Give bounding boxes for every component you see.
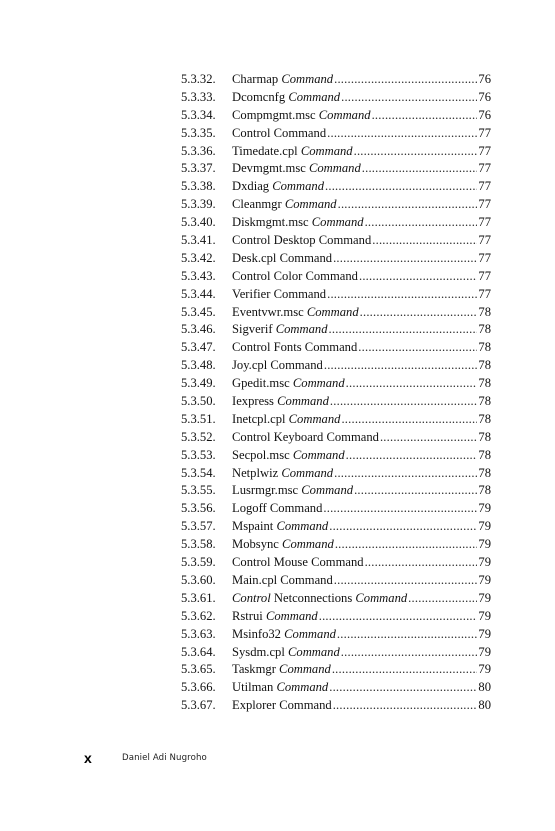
toc-dot-leader (319, 608, 478, 626)
toc-dot-leader (334, 572, 478, 590)
toc-entry-command: Command (301, 483, 354, 498)
toc-entry[interactable] (181, 697, 491, 715)
toc-entry-number: 5.3.61. (181, 590, 216, 605)
toc-entry-page: 78 (478, 411, 491, 426)
toc-entry-number: 5.3.62. (181, 608, 216, 623)
toc-entry-number: 5.3.65. (181, 662, 216, 677)
toc-entry-title (232, 429, 379, 447)
toc-entry[interactable] (181, 482, 491, 500)
toc-entry-page: 79 (478, 590, 491, 605)
toc-entry-title (232, 339, 357, 357)
toc-entry-page: 78 (478, 376, 491, 391)
toc-entry-command: Command (308, 161, 361, 176)
toc-entry-number: 5.3.43. (181, 268, 216, 283)
toc-entry[interactable] (181, 286, 491, 304)
toc-entry-command: Command (279, 250, 333, 265)
toc-entry[interactable] (181, 626, 491, 644)
toc-entry-page: 76 (478, 107, 491, 122)
toc-entry[interactable] (181, 447, 491, 465)
toc-entry-number: 5.3.51. (181, 411, 216, 426)
toc-entry-number: 5.3.63. (181, 626, 216, 641)
toc-entry[interactable] (181, 214, 491, 232)
toc-entry-title (232, 232, 371, 250)
toc-entry-title (232, 679, 328, 697)
toc-entry-page: 79 (478, 644, 491, 659)
toc-entry-command: Command (276, 680, 329, 695)
toc-entry-number: 5.3.45. (181, 304, 216, 319)
toc-entry[interactable] (181, 465, 491, 483)
toc-entry-title (232, 286, 326, 304)
toc-entry-command: Command (306, 304, 359, 319)
toc-dot-leader (327, 286, 477, 304)
toc-entry-name: Devmgmt.msc (232, 161, 306, 176)
toc-entry-page: 77 (478, 268, 491, 283)
toc-entry[interactable] (181, 71, 491, 89)
toc-entry-number: 5.3.55. (181, 483, 216, 498)
toc-entry-name: Verifier (232, 286, 271, 301)
toc-entry-title (232, 304, 359, 322)
toc-entry-title (232, 536, 334, 554)
toc-entry-page: 78 (478, 322, 491, 337)
toc-entry-page: 77 (478, 161, 491, 176)
toc-dot-leader (346, 447, 478, 465)
toc-entry-page: 78 (478, 447, 491, 462)
toc-entry-name: Inetcpl.cpl (232, 411, 286, 426)
toc-entry[interactable] (181, 608, 491, 626)
footer-author: Daniel Adi Nugroho (122, 753, 207, 763)
toc-entry-name: Mspaint (232, 519, 274, 534)
toc-entry-name: Timedate.cpl (232, 143, 298, 158)
toc-entry-page: 80 (478, 680, 491, 695)
toc-entry-name: Sigverif (232, 322, 273, 337)
toc-entry-title (232, 644, 340, 662)
toc-entry-name: Charmap (232, 72, 279, 86)
toc-entry-name: Diskmgmt.msc (232, 215, 309, 230)
toc-entry-page: 78 (478, 483, 491, 498)
footer-page-number: x (84, 750, 92, 766)
toc-entry-name: Desk.cpl (232, 250, 277, 265)
toc-entry-number: 5.3.60. (181, 572, 216, 587)
toc-entry-page: 79 (478, 555, 491, 570)
toc-entry-name: Main.cpl (232, 572, 278, 587)
toc-entry[interactable] (181, 268, 491, 286)
toc-entry-command: Command (279, 698, 332, 713)
toc-dot-leader (324, 357, 478, 375)
toc-dot-leader (337, 626, 477, 644)
toc-entry-title (232, 214, 364, 232)
toc-entry-name: Iexpress (232, 394, 274, 409)
toc-dot-leader (330, 393, 478, 411)
toc-entry-command: Command (280, 572, 333, 587)
toc-entry-number: 5.3.53. (181, 447, 216, 462)
toc-entry-name: Secpol.msc (232, 447, 290, 462)
toc-entry-command: Command (281, 465, 334, 480)
toc-entry-page: 78 (478, 304, 491, 319)
toc-dot-leader (346, 375, 478, 393)
toc-entry[interactable] (181, 196, 491, 214)
toc-entry[interactable] (181, 679, 491, 697)
toc-entry-command: Command (273, 125, 327, 140)
toc-entry-command: Command (300, 143, 353, 158)
toc-entry[interactable] (181, 572, 491, 590)
toc-entry-number: 5.3.50. (181, 394, 216, 409)
toc-entry[interactable] (181, 321, 491, 339)
toc-entry-command: Command (272, 179, 325, 194)
toc-entry[interactable] (181, 393, 491, 411)
toc-entry-name: Taskmgr (232, 662, 276, 677)
toc-entry-title (232, 375, 345, 393)
toc-entry-name: Lusrmgr.msc (232, 483, 299, 498)
toc-entry-name: Control Desktop (232, 233, 316, 248)
toc-dot-leader (329, 518, 477, 536)
toc-entry-command: Command (311, 555, 364, 570)
toc-entry-title (232, 393, 329, 411)
toc-entry-page: 78 (478, 340, 491, 355)
toc-entry-number: 5.3.41. (181, 233, 216, 248)
toc-entry-command: Command (288, 644, 340, 659)
toc-entry-number: 5.3.44. (181, 286, 216, 301)
toc-entry-command: Command (273, 286, 327, 301)
toc-entry-title (232, 178, 324, 196)
toc-entry-name: Compmgmt.msc (232, 107, 316, 122)
toc-entry-number: 5.3.66. (181, 680, 216, 695)
toc-entry-command: Command (292, 447, 345, 462)
toc-entry-page: 77 (478, 179, 491, 194)
toc-entry-page: 78 (478, 429, 491, 444)
toc-entry[interactable] (181, 89, 491, 107)
toc-dot-leader (329, 321, 478, 339)
toc-entry-command: Command (270, 358, 323, 373)
toc-entry[interactable] (181, 339, 491, 357)
toc-entry-page: 78 (478, 358, 491, 373)
toc-entry-title (232, 626, 336, 644)
toc-entry-title (232, 411, 340, 429)
toc-dot-leader (323, 500, 477, 518)
toc-entry-title (232, 357, 323, 375)
toc-entry-command: Command (288, 89, 341, 104)
toc-entry-command: Command (282, 537, 334, 552)
toc-entry-title (232, 125, 326, 143)
page-footer (84, 750, 207, 766)
toc-entry-title (232, 321, 328, 339)
toc-entry-title (232, 107, 371, 125)
toc-entry[interactable] (181, 304, 491, 322)
toc-entry-command: Command (318, 233, 372, 248)
toc-entry-page: 77 (478, 215, 491, 230)
toc-entry-command: Command (276, 519, 329, 534)
toc-entry-name: Msinfo32 (232, 626, 281, 641)
toc-entry-name: Rstrui (232, 608, 263, 623)
toc-dot-leader (380, 429, 477, 447)
toc-entry[interactable] (181, 500, 491, 518)
toc-entry-page: 80 (478, 698, 491, 713)
toc-entry-name: Dxdiag (232, 179, 270, 194)
toc-entry-title (232, 482, 353, 500)
toc-entry-title (232, 143, 353, 161)
toc-entry-title (232, 572, 333, 590)
toc-entry-title (232, 250, 332, 268)
toc-entry-page: 77 (478, 143, 491, 158)
toc-entry-page: 78 (478, 465, 491, 480)
toc-entry-command: Command (284, 197, 337, 212)
toc-dot-leader (325, 178, 477, 196)
toc-entry-command: Command (281, 72, 334, 86)
toc-entry-number: 5.3.32. (181, 72, 216, 86)
toc-entry-command: Command (304, 340, 358, 355)
toc-entry-name: Utilman (232, 680, 274, 695)
toc-entry[interactable] (181, 644, 491, 662)
toc-entry-page: 79 (478, 626, 491, 641)
toc-entry-number: 5.3.35. (181, 125, 216, 140)
toc-entry-name-part: Netconnections (273, 590, 353, 605)
toc-entry[interactable] (181, 429, 491, 447)
toc-entry-number: 5.3.47. (181, 340, 216, 355)
toc-dot-leader (358, 339, 477, 357)
toc-entry-number: 5.3.54. (181, 465, 216, 480)
toc-entry-number: 5.3.67. (181, 698, 216, 713)
toc-entry-number: 5.3.59. (181, 555, 216, 570)
toc-dot-leader (372, 107, 478, 125)
toc-entry-title (232, 697, 332, 715)
toc-entry-number: 5.3.37. (181, 161, 216, 176)
toc-entry-number: 5.3.64. (181, 644, 216, 659)
toc-entry-title (232, 71, 333, 89)
toc-entry-title (232, 196, 337, 214)
toc-entry-page: 77 (478, 286, 491, 301)
toc-entry-title (232, 518, 328, 536)
toc-entry[interactable] (181, 143, 491, 161)
toc-entry-title (232, 590, 407, 608)
toc-dot-leader (332, 661, 478, 679)
toc-entry-page: 79 (478, 572, 491, 587)
toc-entry-name: Gpedit.msc (232, 376, 290, 391)
toc-entry[interactable] (181, 125, 491, 143)
toc-entry[interactable] (181, 590, 491, 608)
toc-dot-leader (338, 196, 478, 214)
toc-entry-page: 77 (478, 125, 491, 140)
toc-entry-page: 79 (478, 662, 491, 677)
toc-entry-number: 5.3.40. (181, 215, 216, 230)
toc-entry[interactable] (181, 232, 491, 250)
toc-entry-command: Command (311, 215, 364, 230)
toc-dot-leader (329, 679, 477, 697)
toc-entry-title (232, 465, 333, 483)
toc-entry-name: Netplwiz (232, 465, 279, 480)
toc-entry-command: Command (318, 107, 371, 122)
toc-entry-command: Command (305, 268, 358, 283)
toc-entry-name: Explorer (232, 698, 277, 713)
toc-entry-command: Command (355, 590, 408, 605)
toc-entry-command: Command (269, 501, 323, 516)
toc-entry[interactable] (181, 357, 491, 375)
toc-entry-page: 79 (478, 501, 491, 516)
toc-dot-leader (365, 554, 478, 572)
toc-entry-page: 77 (478, 233, 491, 248)
toc-entry-command: Command (277, 394, 329, 409)
toc-dot-leader (341, 89, 477, 107)
toc-dot-leader (372, 232, 477, 250)
toc-entry-command: Command (326, 429, 379, 444)
toc-entry-number: 5.3.36. (181, 143, 216, 158)
toc-entry-number: 5.3.34. (181, 107, 216, 122)
toc-entry-name: Sysdm.cpl (232, 644, 285, 659)
toc-entry[interactable] (181, 160, 491, 178)
toc-entry-name: Control (232, 125, 271, 140)
toc-entry-title (232, 268, 358, 286)
toc-entry[interactable] (181, 661, 491, 679)
toc-dot-leader (334, 71, 477, 89)
toc-dot-leader (333, 697, 478, 715)
toc-entry-name: Control Fonts (232, 340, 302, 355)
toc-entry-name: Logoff (232, 501, 267, 516)
toc-entry-name: Joy.cpl (232, 358, 268, 373)
toc-entry-page: 76 (478, 72, 491, 86)
toc-dot-leader (359, 268, 477, 286)
toc-entry-name: Cleanmgr (232, 197, 282, 212)
toc-entry-command: Command (292, 376, 345, 391)
toc-entry-number: 5.3.56. (181, 501, 216, 516)
toc-entry-number: 5.3.38. (181, 179, 216, 194)
toc-dot-leader (327, 125, 477, 143)
toc-dot-leader (362, 160, 478, 178)
toc-entry-number: 5.3.42. (181, 250, 216, 265)
toc-dot-leader (335, 536, 478, 554)
toc-dot-leader (341, 644, 478, 662)
toc-entry-page: 78 (478, 394, 491, 409)
toc-entry[interactable] (181, 107, 491, 125)
toc-dot-leader (334, 465, 477, 483)
toc-entry-command: Command (265, 608, 318, 623)
toc-entry-number: 5.3.33. (181, 89, 216, 104)
toc-entry-name: Control Keyboard (232, 429, 324, 444)
toc-entry-number: 5.3.58. (181, 537, 216, 552)
toc-entry[interactable] (181, 375, 491, 393)
toc-entry-number: 5.3.48. (181, 358, 216, 373)
toc-entry-name: Eventvwr.msc (232, 304, 304, 319)
toc-entry-page: 77 (478, 250, 491, 265)
toc-entry-title (232, 554, 364, 572)
toc-entry[interactable] (181, 178, 491, 196)
toc-entry[interactable] (181, 518, 491, 536)
toc-entry-title (232, 500, 322, 518)
toc-entry-page: 77 (478, 197, 491, 212)
toc-entry-page: 79 (478, 519, 491, 534)
toc-entry[interactable] (181, 250, 491, 268)
toc-entry-name: Control Color (232, 268, 303, 283)
toc-entry-title (232, 608, 318, 626)
toc-entry-page: 79 (478, 537, 491, 552)
toc-entry-page: 76 (478, 89, 491, 104)
toc-dot-leader (333, 250, 477, 268)
toc-dot-leader (354, 143, 478, 161)
toc-dot-leader (365, 214, 478, 232)
toc-entry-name: Control (232, 590, 271, 605)
toc-entry-command: Command (284, 626, 336, 641)
toc-entry-page: 79 (478, 608, 491, 623)
toc-dot-leader (341, 411, 477, 429)
toc-entry-title (232, 89, 340, 107)
toc-entry[interactable] (181, 536, 491, 554)
toc-entry[interactable] (181, 411, 491, 429)
toc-entry-number: 5.3.49. (181, 376, 216, 391)
toc-entry-number: 5.3.52. (181, 429, 216, 444)
toc-entry-name: Dcomcnfg (232, 89, 286, 104)
toc-entry-number: 5.3.46. (181, 322, 216, 337)
toc-entry-command: Command (288, 411, 341, 426)
toc-entry-title (232, 447, 345, 465)
toc-entry-command: Command (275, 322, 328, 337)
toc-entry-number: 5.3.39. (181, 197, 216, 212)
toc-entry-title (232, 661, 331, 679)
table-of-contents (181, 71, 491, 715)
toc-dot-leader (408, 590, 477, 608)
toc-entry[interactable] (181, 554, 491, 572)
toc-dot-leader (360, 304, 478, 322)
toc-entry-name: Mobsync (232, 537, 279, 552)
toc-entry-title (232, 160, 361, 178)
toc-entry-command: Command (279, 662, 331, 677)
toc-entry-name: Control Mouse (232, 555, 308, 570)
toc-entry-number: 5.3.57. (181, 519, 216, 534)
toc-dot-leader (354, 482, 477, 500)
